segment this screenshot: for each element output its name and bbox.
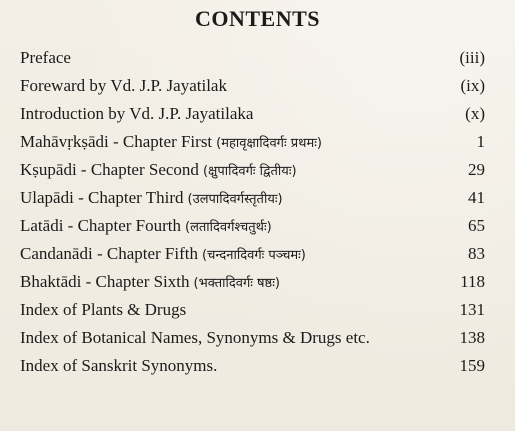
toc-page-number: 118: [460, 272, 485, 291]
toc-entry-label: Candanādi - Chapter Fifth (चन्दनादिवर्गः पञ्चमः): [20, 244, 306, 263]
toc-page-number: 83: [468, 244, 485, 263]
toc-entry-preface[interactable]: [20, 44, 485, 72]
toc-entry-introduction[interactable]: [20, 100, 485, 128]
toc-list: [20, 44, 485, 380]
toc-page-number: (ix): [460, 76, 485, 95]
toc-page-number: 41: [468, 188, 485, 207]
toc-page-number: 131: [459, 300, 485, 319]
toc-entry-sanskrit: (लतादिवर्गश्चतुर्थः): [185, 220, 272, 235]
toc-entry-label: Ulapādi - Chapter Third (उलपादिवर्गस्तृतीयः): [20, 188, 283, 207]
toc-entry-index-sanskrit[interactable]: [20, 352, 485, 380]
toc-page-number: (x): [465, 104, 485, 123]
toc-entry-foreward[interactable]: [20, 72, 485, 100]
toc-entry-label: Kṣupādi - Chapter Second (क्षुपादिवर्गः द्वितीयः): [20, 160, 297, 179]
toc-entry-label: Latādi - Chapter Fourth (लतादिवर्गश्चतुर्थः): [20, 216, 272, 235]
toc-entry-sanskrit: (भक्तादिवर्गः षष्ठः): [193, 276, 280, 291]
page-title: CONTENTS: [194, 6, 321, 31]
toc-entry-chapter-sixth[interactable]: [20, 268, 485, 296]
toc-entry-sanskrit: (क्षुपादिवर्गः द्वितीयः): [202, 164, 297, 179]
toc-page-number: 1: [476, 132, 485, 151]
toc-page-number: 29: [468, 160, 485, 179]
toc-entry-chapter-fifth[interactable]: [20, 240, 485, 268]
toc-entry-label: Bhaktādi - Chapter Sixth (भक्तादिवर्गः षष्ठः): [20, 272, 280, 291]
toc-entry-chapter-second[interactable]: [20, 156, 485, 184]
toc-entry-sanskrit: (चन्दनादिवर्गः पञ्चमः): [202, 248, 306, 263]
toc-entry-chapter-first[interactable]: [20, 128, 485, 156]
toc-page-number: (iii): [459, 48, 485, 67]
toc-entry-label: Index of Botanical Names, Synonyms & Drugs etc.: [20, 328, 370, 347]
toc-entry-label: Mahāvṛkṣādi - Chapter First (महावृक्षादिवर्गः प्रथमः): [20, 132, 322, 151]
toc-entry-chapter-third[interactable]: [20, 184, 485, 212]
toc-entry-chapter-fourth[interactable]: [20, 212, 485, 240]
toc-entry-label: Index of Plants & Drugs: [20, 300, 187, 319]
toc-page-number: 159: [459, 356, 485, 375]
toc-entry-sanskrit: (महावृक्षादिवर्गः प्रथमः): [216, 136, 322, 151]
toc-page-number: 138: [459, 328, 485, 347]
toc-entry-index-plants[interactable]: [20, 296, 485, 324]
toc-entry-label: Introduction by Vd. J.P. Jayatilaka: [20, 104, 254, 123]
toc-entry-index-botanical[interactable]: [20, 324, 485, 352]
toc-entry-label: Index of Sanskrit Synonyms.: [20, 356, 218, 375]
toc-entry-label: Preface: [20, 48, 71, 67]
toc-entry-label: Foreward by Vd. J.P. Jayatilak: [20, 76, 227, 95]
toc-entry-sanskrit: (उलपादिवर्गस्तृतीयः): [187, 192, 283, 207]
toc-page-number: 65: [468, 216, 485, 235]
